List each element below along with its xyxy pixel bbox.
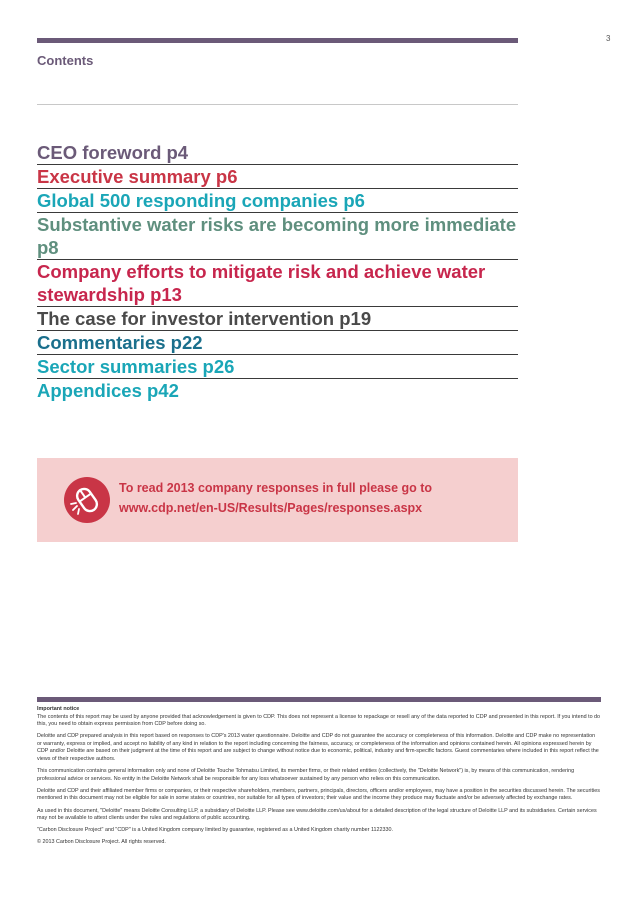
top-divider xyxy=(37,38,518,43)
toc-item-company-efforts[interactable]: Company efforts to mitigate risk and achieve water stewardship p13 xyxy=(37,260,518,307)
notice-heading: Important notice xyxy=(37,706,80,712)
responses-link[interactable]: www.cdp.net/en-US/Results/Pages/responses.aspx xyxy=(119,501,423,515)
section-title: Contents xyxy=(37,53,94,68)
callout-text xyxy=(119,478,509,518)
toc-item-global-500[interactable]: Global 500 responding companies p6 xyxy=(37,189,518,213)
notice-paragraph: Deloitte and CDP and their affiliated member firms or companies, or their respective shareholders, members, partners, principals, directors, officers and/or employees, may have a position in the securities discussed herein. The securities mentioned in this document may not be eligible for sale in some states or countries, nor suitable for all types of investors; their value and the income they produce may fluctuate and/or be adversely affected by exchange rates. xyxy=(37,787,600,802)
toc-item-appendices[interactable]: Appendices p42 xyxy=(37,380,179,401)
notice-paragraph: Deloitte and CDP prepared analysis in this report based on responses to CDP's 2013 water questionnaire. Deloitte and CDP do not guarantee the accuracy or completeness of this information. Deloitte and CDP make no representation or warranty, express or implied, and accept no liability of any kind in relation to the report including concerning the fairness, accuracy, or completeness of the information and opinions contained herein. All opinions expressed herein by CDP and/or Deloitte are based on their judgment at the time of this report and are subject to change without notice due to economic, political, industry and firm-specific factors. Guest commentaries where included in this report reflect the views of their respective authors. xyxy=(37,733,599,763)
notice-paragraph: The contents of this report may be used by anyone provided that acknowledgement is given to CDP. This does not represent a license to repackage or resell any of the data reported to CDP and presented in this report. If you intend to do this, you need to obtain express permission from CDP before doing so. xyxy=(37,713,601,728)
callout-line-1: To read 2013 company responses in full please go to xyxy=(119,481,433,495)
table-of-contents xyxy=(37,141,518,402)
toc-item-ceo-foreword[interactable]: CEO foreword p4 xyxy=(37,141,518,165)
copyright-line: © 2013 Carbon Disclosure Project. All rights reserved. xyxy=(37,839,166,846)
page-number: 3 xyxy=(606,34,611,43)
title-divider xyxy=(37,104,518,105)
toc-item-executive-summary[interactable]: Executive summary p6 xyxy=(37,165,518,189)
toc-item-investor-intervention[interactable]: The case for investor intervention p19 xyxy=(37,307,518,331)
toc-item-commentaries[interactable]: Commentaries p22 xyxy=(37,331,518,355)
notice-divider xyxy=(37,697,601,702)
notice-paragraph: This communication contains general information only and none of Deloitte Touche Tohmatsu Limited, its member firms, or their related entities (collectively, the "Deloitte Network") is, by means of this communication, rendering professional advice or services. No entity in the Deloitte Network shall be responsible for any loss whatsoever sustained by any person who relies on this communication. xyxy=(37,768,575,782)
responses-callout xyxy=(37,458,518,542)
toc-item-water-risks[interactable]: Substantive water risks are becoming more immediate p8 xyxy=(37,214,517,258)
important-notice xyxy=(37,706,601,851)
mouse-click-icon xyxy=(64,477,110,523)
toc-item-sector-summaries[interactable]: Sector summaries p26 xyxy=(37,355,518,379)
notice-paragraph: As used in this document, "Deloitte" means Deloitte Consulting LLP, a subsidiary of Deloitte LLP. Please see www.deloitte.com/us/about for a detailed description of the legal structure of Deloitte LLP and its subsidiaries. Certain services may not be available to attest clients under the rules and regulations of public accounting. xyxy=(37,807,597,822)
notice-paragraph: "Carbon Disclosure Project" and "CDP" is a United Kingdom company limited by guarantee, registered as a United Kingdom charity number 1122330. xyxy=(37,827,394,834)
